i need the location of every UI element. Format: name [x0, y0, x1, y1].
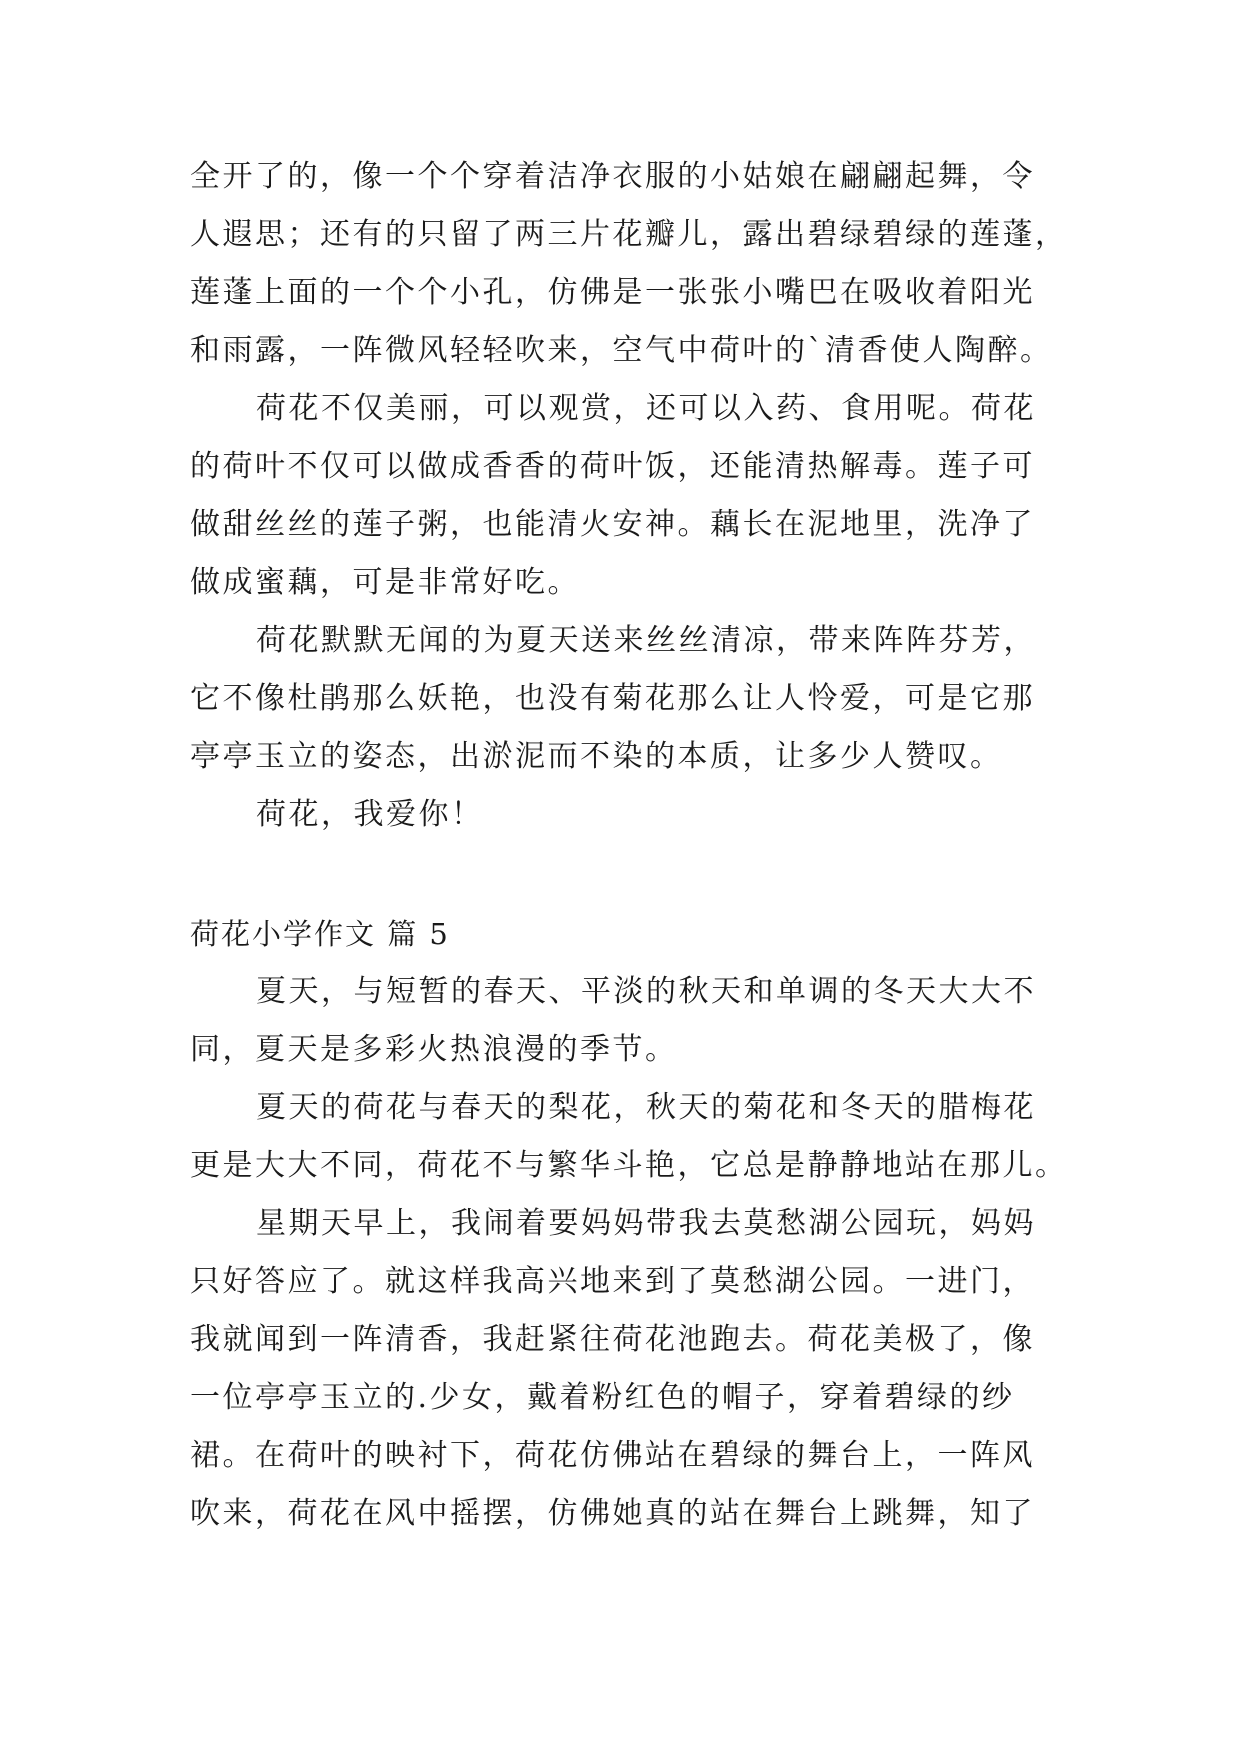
- text-line: 的荷叶不仅可以做成香香的荷叶饭，还能清热解毒。莲子可: [190, 449, 1035, 484]
- text-line: 莲蓬上面的一个个小孔，仿佛是一张张小嘴巴在吸收着阳光: [190, 275, 1035, 310]
- text-line: 我就闻到一阵清香，我赶紧往荷花池跑去。荷花美极了，像: [190, 1322, 1035, 1357]
- essay-section-5: [190, 905, 1070, 1543]
- paragraph: [190, 963, 1070, 1079]
- text-line: 做甜丝丝的莲子粥，也能清火安神。藕长在泥地里，洗净了: [190, 507, 1035, 542]
- paragraph: [190, 612, 1070, 786]
- paragraph: [190, 1195, 1070, 1543]
- paragraph: [190, 786, 1070, 844]
- text-line: 夏天的荷花与春天的梨花，秋天的菊花和冬天的腊梅花: [256, 1090, 1036, 1125]
- text-line: 它不像杜鹃那么妖艳，也没有菊花那么让人怜爱，可是它那: [190, 681, 1035, 716]
- paragraph: [190, 1079, 1070, 1195]
- text-line: 全开了的，像一个个穿着洁净衣服的小姑娘在翩翩起舞，令: [190, 159, 1035, 194]
- text-line: 吹来，荷花在风中摇摆，仿佛她真的站在舞台上跳舞，知了: [190, 1496, 1035, 1531]
- text-line: 荷花不仅美丽，可以观赏，还可以入药、食用呢。荷花: [256, 391, 1036, 426]
- text-line: 亭亭玉立的姿态，出淤泥而不染的本质，让多少人赞叹。: [190, 739, 1003, 774]
- text-line: 做成蜜藕，可是非常好吃。: [190, 565, 580, 600]
- paragraph: [190, 380, 1070, 612]
- text-line: 和雨露，一阵微风轻轻吹来，空气中荷叶的`清香使人陶醉。: [190, 333, 1053, 368]
- text-line: 荷花，我爱你！: [256, 797, 484, 832]
- text-line: 夏天，与短暂的春天、平淡的秋天和单调的冬天大大不: [256, 974, 1036, 1009]
- essay-continued: [190, 148, 1070, 844]
- text-line: 更是大大不同，荷花不与繁华斗艳，它总是静静地站在那儿。: [190, 1148, 1068, 1183]
- text-line: 星期天早上，我闹着要妈妈带我去莫愁湖公园玩，妈妈: [256, 1206, 1036, 1241]
- text-line: 同，夏天是多彩火热浪漫的季节。: [190, 1032, 678, 1067]
- paragraph: [190, 148, 1070, 380]
- section-title: 荷花小学作文 篇 5: [190, 917, 450, 951]
- text-line: 裙。在荷叶的映衬下，荷花仿佛站在碧绿的舞台上，一阵风: [190, 1438, 1035, 1473]
- text-line: 人遐思；还有的只留了两三片花瓣儿，露出碧绿碧绿的莲蓬，: [190, 217, 1068, 252]
- text-line: 荷花默默无闻的为夏天送来丝丝清凉，带来阵阵芬芳，: [256, 623, 1036, 658]
- text-line: 一位亭亭玉立的.少女，戴着粉红色的帽子，穿着碧绿的纱: [190, 1380, 1015, 1415]
- text-line: 只好答应了。就这样我高兴地来到了莫愁湖公园。一进门，: [190, 1264, 1035, 1299]
